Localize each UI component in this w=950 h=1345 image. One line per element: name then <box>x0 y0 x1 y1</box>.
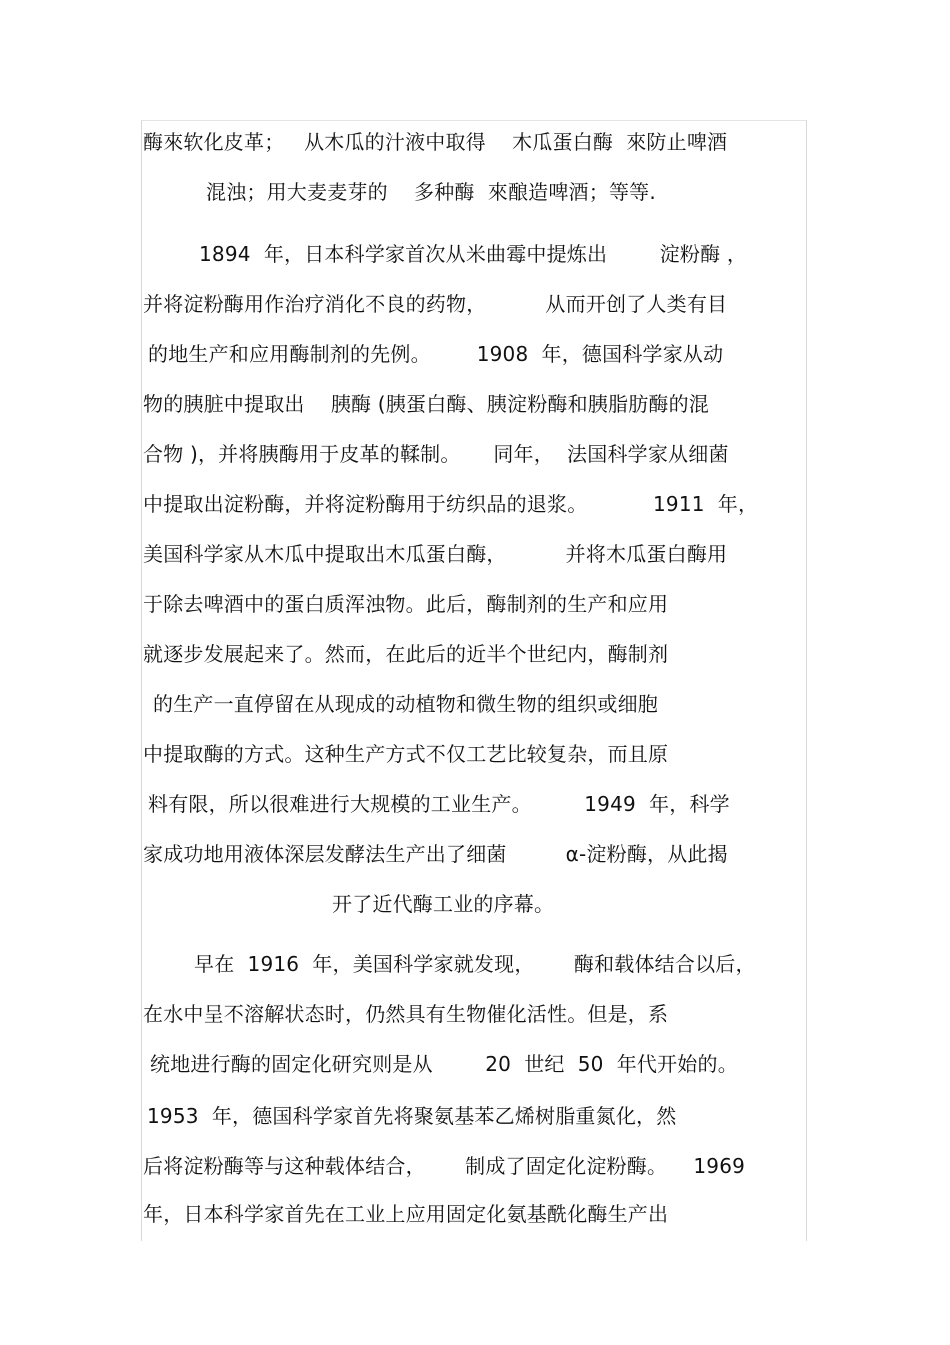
text-line-9: 美国科学家从木瓜中提取出木瓜蛋白酶， 并将木瓜蛋白酶用 <box>143 542 728 566</box>
text-line-11: 就逐步发展起来了。然而，在此后的近半个世纪内，酶制剂 <box>143 642 669 666</box>
text-line-18: 在水中呈不溶解状态时，仍然具有生物催化活性。但是，系 <box>143 1002 669 1026</box>
text-line-20: 1953 年，德国科学家首先将聚氨基苯乙烯树脂重氮化，然 <box>147 1104 677 1128</box>
text-line-22: 年，日本科学家首先在工业上应用固定化氨基酰化酶生产出 <box>143 1202 669 1226</box>
text-line-12: 的生产一直停留在从现成的动植物和微生物的组织或细胞 <box>153 692 658 716</box>
text-line-14: 料有限，所以很难进行大规模的工业生产。 1949 年，科学 <box>148 792 730 816</box>
text-line-1: 酶來软化皮革； 从木瓜的汁液中取得 木瓜蛋白酶 來防止啤酒 <box>143 130 728 154</box>
text-line-16: 开了近代酶工业的序幕。 <box>332 892 555 916</box>
text-line-3: 1894 年，日本科学家首次从米曲霉中提炼出 淀粉酶 ， <box>199 242 748 266</box>
text-line-15: 家成功地用液体深层发酵法生产出了细菌 α-淀粉酶，从此揭 <box>143 842 728 866</box>
text-line-21: 后将淀粉酶等与这种载体结合， 制成了固定化淀粉酶。 1969 <box>143 1154 746 1178</box>
text-line-13: 中提取酶的方式。这种生产方式不仅工艺比较复杂，而且原 <box>143 742 669 766</box>
text-line-17: 早在 1916 年，美国科学家就发现， 酶和载体结合以后， <box>194 952 756 976</box>
text-line-8: 中提取出淀粉酶，并将淀粉酶用于纺织品的退浆。 1911 年， <box>143 492 759 516</box>
text-line-19: 统地进行酶的固定化研究则是从 20 世纪 50 年代开始的。 <box>150 1052 738 1076</box>
text-line-6: 物的胰脏中提取出 胰酶 (胰蛋白酶、胰淀粉酶和胰脂肪酶的混 <box>143 392 709 416</box>
text-line-10: 于除去啤酒中的蛋白质浑浊物。此后，酶制剂的生产和应用 <box>143 592 669 616</box>
text-line-4: 并将淀粉酶用作治疗消化不良的药物， 从而开创了人类有目 <box>143 292 728 316</box>
text-line-2: 混浊；用大麦麦芽的 多种酶 來酿造啤酒；等等. <box>206 180 656 204</box>
text-line-5: 的地生产和应用酶制剂的先例。 1908 年，德国科学家从动 <box>148 342 724 366</box>
text-line-7: 合物 )，并将胰酶用于皮革的鞣制。 同年， 法国科学家从细菌 <box>143 442 729 466</box>
